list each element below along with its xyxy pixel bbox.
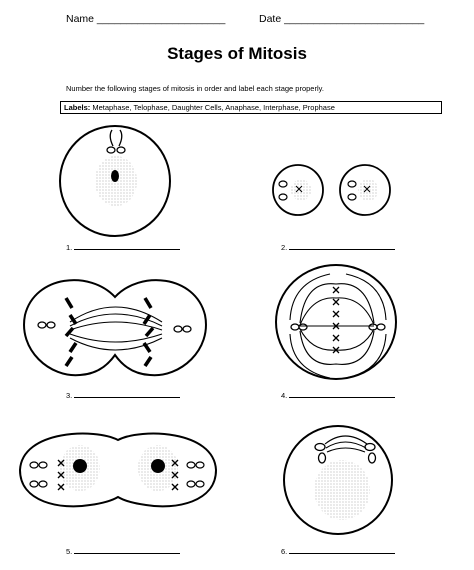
answer-number-1: 1.	[66, 243, 73, 252]
nucleolus-right	[151, 459, 165, 473]
nucleolus-left	[73, 459, 87, 473]
cell-membrane	[276, 265, 396, 379]
aster-rays	[110, 130, 122, 146]
centriole-left	[291, 324, 299, 330]
cell-1-prophase-diagram	[60, 126, 170, 236]
labels-list: Metaphase, Telophase, Daughter Cells, Anaphase, Interphase, Prophase	[92, 103, 335, 112]
cell-2-daughter-cells-diagram	[273, 165, 390, 215]
chromosomes-at-plate	[333, 287, 339, 353]
chromatids-left	[66, 298, 76, 366]
answer-number-6: 6.	[281, 547, 288, 556]
date-field-label: Date ________________________	[259, 13, 425, 25]
answer-number-5: 5.	[66, 547, 73, 556]
labels-prefix: Labels:	[64, 103, 91, 112]
centriole-right	[365, 444, 375, 451]
centriole-right	[174, 326, 182, 332]
cell-4-metaphase-diagram	[276, 265, 396, 379]
centriole	[279, 181, 287, 187]
centriole-right	[369, 324, 377, 330]
spindle-fibers	[70, 307, 162, 350]
chromatids-right	[144, 298, 153, 366]
cell-3-anaphase-diagram	[24, 280, 206, 375]
centriole	[30, 462, 38, 468]
answer-number-2: 2.	[281, 243, 288, 252]
spindle-fibers	[290, 274, 386, 378]
nucleolus	[111, 170, 119, 182]
instructions: Number the following stages of mitosis in order and label each stage properly.	[66, 84, 324, 93]
cell-membrane	[20, 434, 216, 507]
cell-5-telophase-diagram	[20, 434, 216, 507]
cell-6-interphase-diagram	[284, 426, 392, 534]
page-title: Stages of Mitosis	[167, 44, 307, 63]
nucleus-stipple	[314, 460, 370, 520]
centriole-left	[315, 444, 325, 451]
name-field-label: Name ______________________	[66, 13, 226, 25]
answer-number-3: 3.	[66, 391, 73, 400]
centriole-left	[38, 322, 46, 328]
answer-number-4: 4.	[281, 391, 288, 400]
centriole-pair	[107, 147, 115, 153]
forming-spindle	[325, 436, 367, 452]
